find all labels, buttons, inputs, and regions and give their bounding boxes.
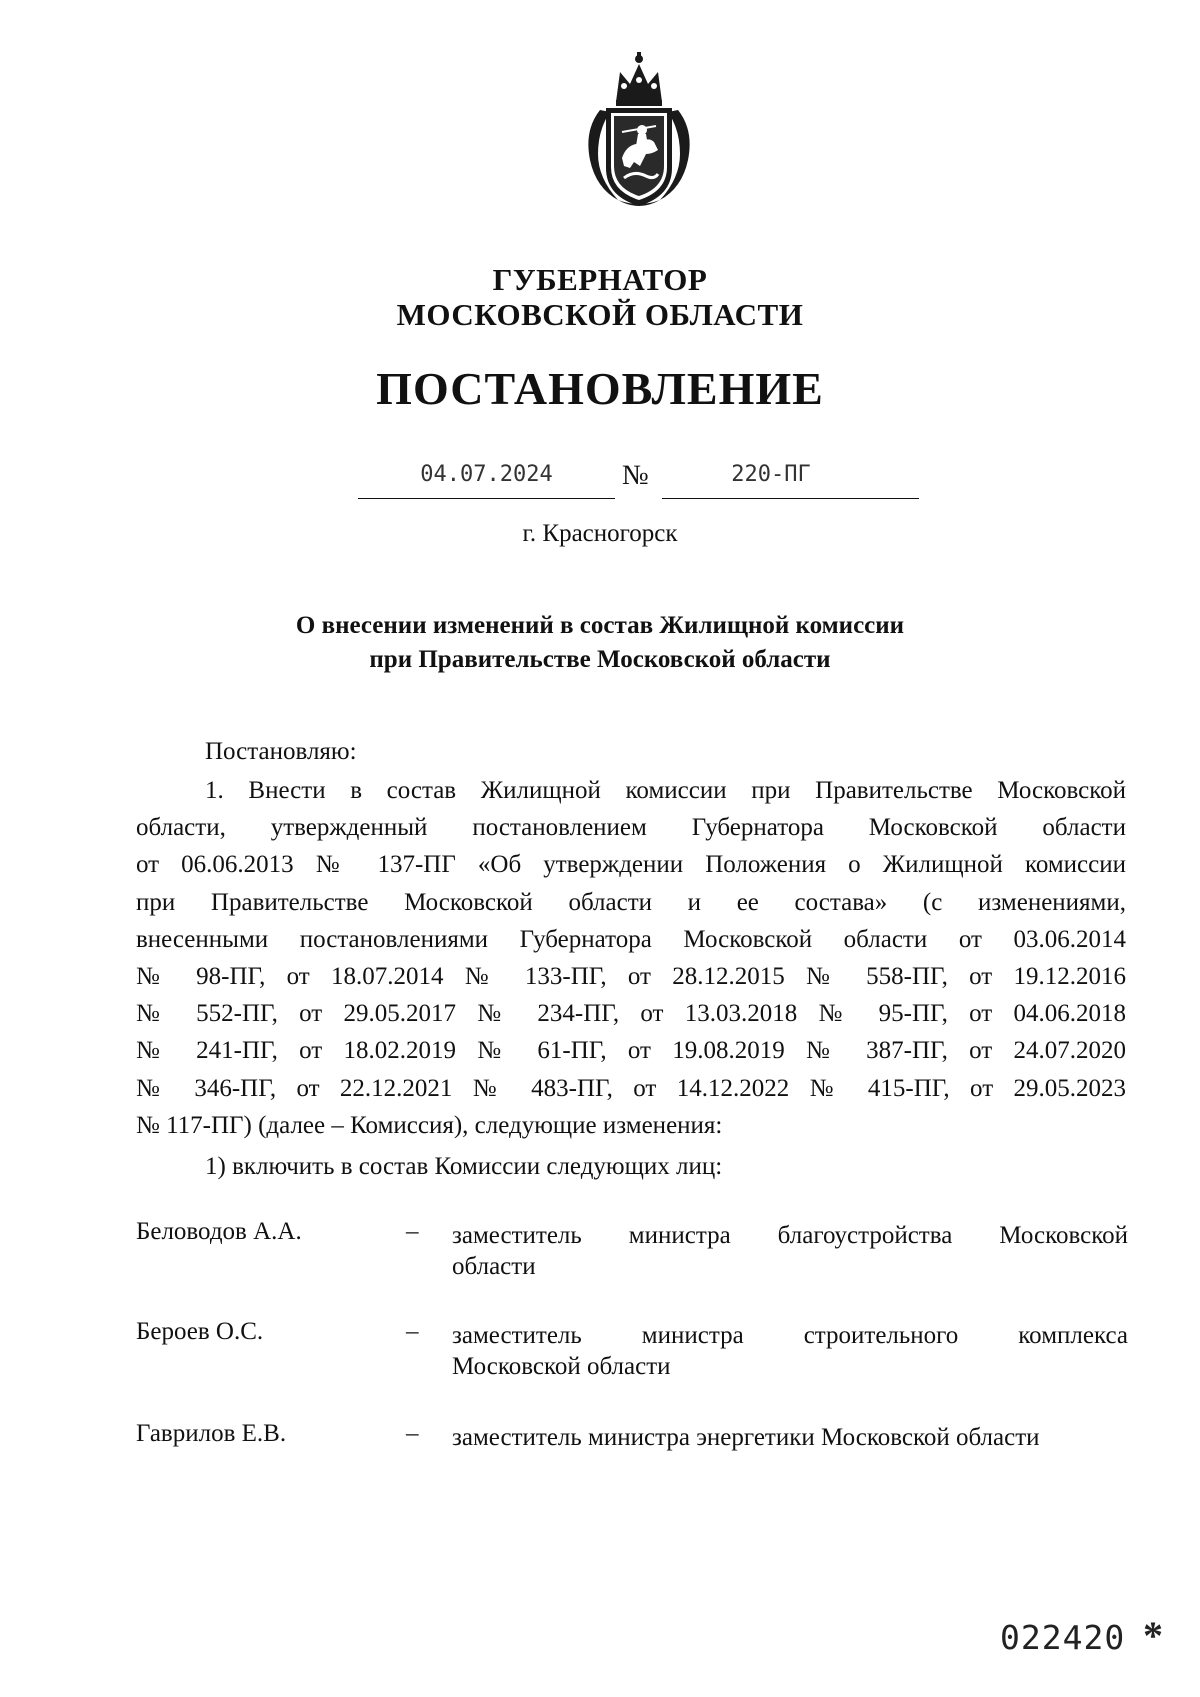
issuer-title-line1: ГУБЕРНАТОР	[492, 262, 708, 297]
paragraph-1-line: № 346-ПГ, от 22.12.2021 № 483-ПГ, от 14.12.2022 № 415-ПГ, от 29.05.2023	[136, 1074, 1126, 1102]
paragraph-1	[136, 772, 1126, 1144]
document-number: 220-ПГ	[731, 462, 811, 487]
paragraph-1-line: от 06.06.2013 № 137-ПГ «Об утверждении Положения о Жилищной комиссии	[136, 851, 1126, 879]
subject-line2: при Правительстве Московской области	[369, 646, 831, 673]
city-label: г. Красногорск	[522, 520, 678, 547]
person-role-line: заместитель министра энергетики Московской области	[452, 1424, 1040, 1451]
paragraph-1-line: 1. Внести в состав Жилищной комиссии при Правительстве Московской	[205, 777, 1126, 804]
person-name: Бероев О.С.	[136, 1318, 264, 1345]
subject-line1: О внесении изменений в состав Жилищной комиссии	[295, 612, 905, 639]
number-sign: №	[622, 460, 649, 491]
asterisk-mark: *	[1143, 1613, 1163, 1658]
document-type-title: ПОСТАНОВЛЕНИЕ	[376, 363, 824, 414]
person-role-line: заместитель министра строительного комплекса	[452, 1322, 1128, 1349]
person-role	[452, 1320, 1128, 1382]
person-name: Гаврилов Е.В.	[136, 1420, 287, 1447]
person-name: Беловодов А.А.	[136, 1218, 302, 1245]
person-dash: –	[406, 1420, 419, 1447]
decree-word: Постановляю:	[205, 738, 357, 765]
paragraph-1-line: № 117-ПГ) (далее – Комиссия), следующие изменения:	[136, 1111, 723, 1139]
person-role-line: заместитель министра благоустройства Московской	[452, 1222, 1128, 1249]
person-role-line: области	[452, 1253, 536, 1280]
paragraph-1-line: при Правительстве Московской области и ее состава» (с изменениями,	[136, 888, 1126, 916]
serial-number: 022420	[1000, 1618, 1126, 1657]
person-dash: –	[406, 1218, 419, 1245]
person-role-line: Московской области	[452, 1353, 671, 1380]
person-dash: –	[406, 1318, 419, 1345]
paragraph-1-line: внесенными постановлениями Губернатора Московской области от 03.06.2014	[136, 925, 1126, 953]
person-role	[452, 1422, 1128, 1453]
person-role	[452, 1220, 1128, 1282]
issuer-title-line2: МОСКОВСКОЙ ОБЛАСТИ	[396, 297, 804, 332]
item-1-text: 1) включить в состав Комиссии следующих лиц:	[205, 1153, 723, 1180]
paragraph-1-line: № 98-ПГ, от 18.07.2014 № 133-ПГ, от 28.12.2015 № 558-ПГ, от 19.12.2016	[136, 963, 1126, 991]
document-date: 04.07.2024	[420, 462, 553, 487]
paragraph-1-line: № 552-ПГ, от 29.05.2017 № 234-ПГ, от 13.03.2018 № 95-ПГ, от 04.06.2018	[136, 1000, 1126, 1028]
paragraph-1-line: № 241-ПГ, от 18.02.2019 № 61-ПГ, от 19.08.2019 № 387-ПГ, от 24.07.2020	[136, 1037, 1126, 1065]
coat-of-arms-emblem	[578, 50, 700, 213]
paragraph-1-line: области, утвержденный постановлением Губернатора Московской области	[136, 814, 1126, 842]
